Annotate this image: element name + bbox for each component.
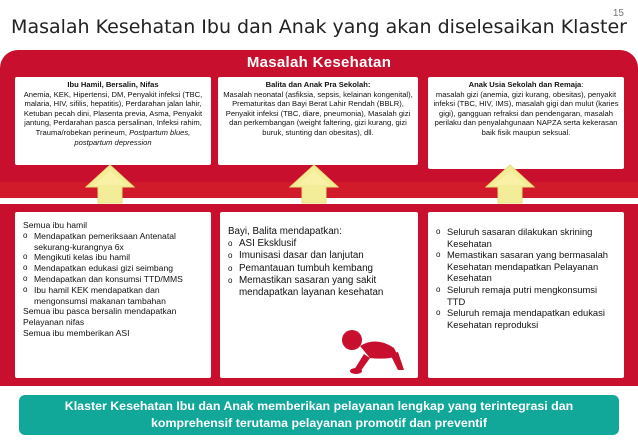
up-arrow-icon <box>484 163 536 205</box>
bullet-marker: o <box>23 284 28 294</box>
service-bullet <box>23 252 203 263</box>
bullet-text: Mendapatkan pemeriksaan Antenatal sekurang-kurangnya 6x <box>34 230 176 252</box>
footer-line: Klaster Kesehatan Ibu dan Anak memberikan pelayanan lengkap yang terintegrasi dan <box>64 399 574 413</box>
service-bullet <box>23 231 203 253</box>
service-bullet <box>23 263 203 274</box>
service-bullet <box>228 263 410 275</box>
bullet-text: ASI Eksklusif <box>239 238 297 250</box>
problem-heading: Balita dan Anak Pra Sekolah: <box>265 80 371 89</box>
bullet-marker: o <box>23 273 28 283</box>
problem-heading-wrap <box>432 80 620 90</box>
bullet-marker: o <box>436 227 441 236</box>
bullet-marker: o <box>23 263 28 273</box>
bullet-text: Ibu hamil KEK mendapatkan dan mengonsumsi makanan tambahan <box>34 284 166 306</box>
service-bullet <box>436 226 616 249</box>
problem-box-ibu <box>15 77 211 165</box>
service-bullet <box>228 250 410 262</box>
problem-box-balita <box>218 77 418 165</box>
bullet-text: Seluruh sasaran dilakukan skrining Kesehatan <box>447 226 593 249</box>
bullet-marker: o <box>23 230 28 240</box>
service-bullet <box>436 307 616 330</box>
service-bullet <box>436 284 616 307</box>
service-bullet <box>23 285 203 307</box>
footer-banner <box>19 395 619 435</box>
bullet-text: Mengikuti kelas ibu hamil <box>34 252 131 263</box>
service-bullet <box>228 238 410 250</box>
banner-title: Masalah Kesehatan <box>246 54 392 71</box>
problem-heading: Ibu Hamil, Bersalin, Nifas <box>67 80 159 89</box>
bullet-marker: o <box>23 252 28 262</box>
bullet-text: Mendapatkan edukasi gizi seimbang <box>34 263 174 274</box>
service-box-remaja <box>428 212 624 378</box>
up-arrow-icon <box>84 163 136 205</box>
bullet-text: Seluruh remaja putri mengkonsumsi TTD <box>447 283 598 307</box>
footer-line: komprehensif terutama pelayanan promotif dan preventif <box>151 416 487 430</box>
slide-title: Masalah Kesehatan Ibu dan Anak yang akan diselesaikan Klaster <box>11 16 627 38</box>
problem-body: masalah gizi (anemia, gizi kurang, obesitas), penyakit infeksi (TBC, HIV, IMS), masalah gigi dan mulut (karies gigi), gangguan refraksi dan pendengaran, masalah perilaku dan penyalahgunaan NAPZA serta kekerasan baik fisik maupun seksual. <box>433 89 619 137</box>
service-outro: Semua ibu memberikan ASI <box>23 327 130 338</box>
problem-body: Anemia, KEK, Hipertensi, DM, Penyakit infeksi (TBC, malaria, HIV, sifilis, hepatitis), Perdarahan jalan lahir, Ketuban pecah dini, Plasenta previa, Asma, Penyakit jantung, Perdarahan pasca persalinan, Infeksi rahim, Trauma/robekan perineum, <box>23 89 203 137</box>
bullet-text: Seluruh remaja mendapatkan edukasi Kesehatan reproduksi <box>447 307 605 330</box>
crawling-baby-icon <box>336 326 406 376</box>
service-bullet <box>436 249 616 284</box>
bullet-text: Memastikan sasaran yang bermasalah Kesehatan mendapatkan Pelayanan Kesehatan <box>447 249 609 284</box>
service-box-ibu <box>15 212 211 378</box>
bullet-text: Imunisasi dasar dan lanjutan <box>239 250 364 262</box>
bullet-marker: o <box>228 263 233 273</box>
bullet-marker: o <box>436 284 441 294</box>
bullet-marker: o <box>228 275 233 285</box>
problem-body: Masalah neonatal (asfiksia, sepsis, kelainan kongenital), Prematuritas dan Bayi Berat Lahir Rendah (BBLR), Penyakit infeksi (TBC, diare, pneumonia), Masalah gizi dan perkembangan (weight faltering, gizi kurang, gizi buruk, stunting dan obesitas), dll. <box>223 89 413 137</box>
service-outro: Semua ibu pasca bersalin mendapatkan Pelayanan nifas <box>23 306 177 328</box>
bullet-marker: o <box>436 308 441 318</box>
page-number: 15 <box>612 8 624 19</box>
service-bullet <box>23 274 203 285</box>
bullet-text: Pemantauan tumbuh kembang <box>239 262 373 274</box>
up-arrow-icon <box>288 163 340 205</box>
problem-heading: Anak Usia Sekolah dan Remaja <box>468 80 582 89</box>
bullet-marker: o <box>228 251 233 261</box>
bullet-text: Mendapatkan dan konsumsi TTD/MMS <box>34 273 183 284</box>
bullet-marker: o <box>436 250 441 260</box>
service-intro: Bayi, Balita mendapatkan: <box>228 226 342 237</box>
problem-heading-suffix: : <box>581 80 584 89</box>
service-bullet <box>228 275 410 299</box>
problem-box-remaja <box>428 77 624 169</box>
problem-italic: Postpartum blues, postpartum depression <box>74 127 191 147</box>
bullet-text: Memastikan sasaran yang sakit mendapatkan layanan kesehatan <box>239 274 384 299</box>
bullet-marker: o <box>228 239 233 249</box>
service-intro: Semua ibu hamil <box>23 220 88 230</box>
